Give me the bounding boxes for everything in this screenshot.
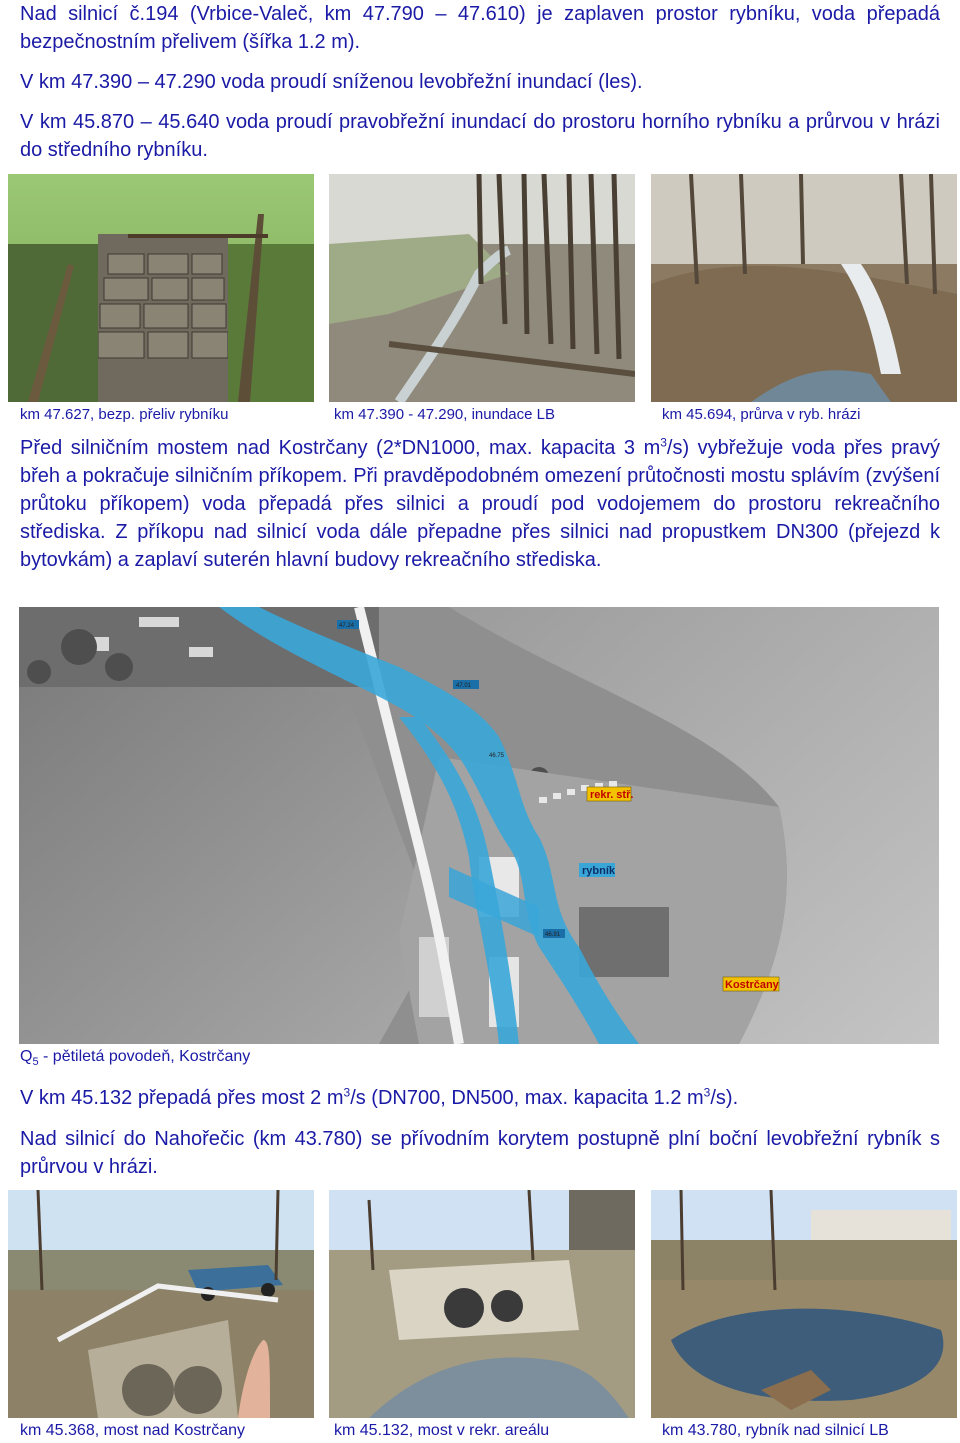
photo-pond-road [651, 1190, 957, 1418]
paragraph-3: V km 45.870 – 45.640 voda proudí pravobřežní inundací do prostoru horního rybníku a průrvou v hrázi do středního rybníku. [20, 111, 940, 161]
photo-bridge-kostrcany [8, 1190, 314, 1418]
paragraph-6: Nad silnicí do Nahořečic (km 43.780) se přívodním korytem postupně plní boční levobřežní rybník s průrvou v hrázi. [20, 1128, 940, 1178]
paragraph-5-sup-2: 3 [703, 1085, 711, 1100]
profile-label-4: 46.75 [489, 753, 505, 759]
map-label-kostrcany: Kostrčany [725, 979, 779, 991]
paragraph-5-sup-1: 3 [343, 1085, 351, 1100]
map-caption-q: Q [20, 1048, 33, 1065]
map-label-rybnik: rybník [582, 865, 616, 877]
profile-label-2: 47.01 [456, 683, 472, 689]
caption-photo-pond-road: km 43.780, rybník nad silnicí LB [662, 1422, 889, 1439]
map-label-rekr: rekr. stř. [590, 789, 634, 801]
profile-label-3: 46.91 [545, 932, 561, 938]
paragraph-4-part-a: Před silničním mostem nad Kostrčany (2*DN1000, max. kapacita 3 m [20, 437, 661, 459]
paragraph-5-part-a: V km 45.132 přepadá přes most 2 m [20, 1087, 344, 1109]
photo-spillway [8, 174, 314, 402]
paragraph-4 [20, 434, 940, 574]
map-caption [20, 1048, 251, 1069]
profile-label-1: 47.24 [339, 623, 355, 629]
paragraph-2: V km 47.390 – 47.290 voda proudí sníženou levobřežní inundací (les). [20, 71, 643, 93]
photo-dam-breach [651, 174, 957, 402]
paragraph-5 [20, 1084, 940, 1112]
caption-photo-spillway: km 47.627, bezp. přeliv rybníku [20, 406, 229, 423]
paragraph-5-part-c: /s). [710, 1087, 739, 1109]
caption-photo-bridge-kostrcany: km 45.368, most nad Kostrčany [20, 1422, 245, 1439]
paragraph-1: Nad silnicí č.194 (Vrbice-Valeč, km 47.790 – 47.610) je zaplaven prostor rybníku, voda přepadá bezpečnostním přelivem (šířka 1.2 m). [20, 3, 940, 53]
flood-map [19, 607, 939, 1044]
photo-bridge-areal [329, 1190, 635, 1418]
paragraph-5-part-b: /s (DN700, DN500, max. kapacita 1.2 m [350, 1087, 704, 1109]
map-caption-sub: 5 [32, 1056, 39, 1069]
paragraph-4-sup: 3 [660, 435, 667, 450]
photo-forest-inundation [329, 174, 635, 402]
caption-photo-bridge-areal: km 45.132, most v rekr. areálu [334, 1422, 550, 1439]
caption-photo-dam-breach: km 45.694, průrva v ryb. hrázi [662, 406, 861, 423]
caption-photo-forest-inundation: km 47.390 - 47.290, inundace LB [334, 406, 555, 423]
map-caption-text: - pětiletá povodeň, Kostrčany [38, 1048, 251, 1065]
paragraph-4-part-b: /s) vybřežuje voda přes pravý břeh a pokračuje silničním příkopem. Při pravděpodobném omezení průtočnosti mostu splávím (zvýšení průtoku příkopem) voda přepadá přes silnici a proudí pod vodojemem do prostoru rekreačního střediska. Z příkopu nad silnicí voda dále přepadne přes silnici nad propustkem DN300 (přejezd k bytovkám) a zaplaví suterén hlavní budovy rekreačního střediska. [20, 437, 940, 571]
